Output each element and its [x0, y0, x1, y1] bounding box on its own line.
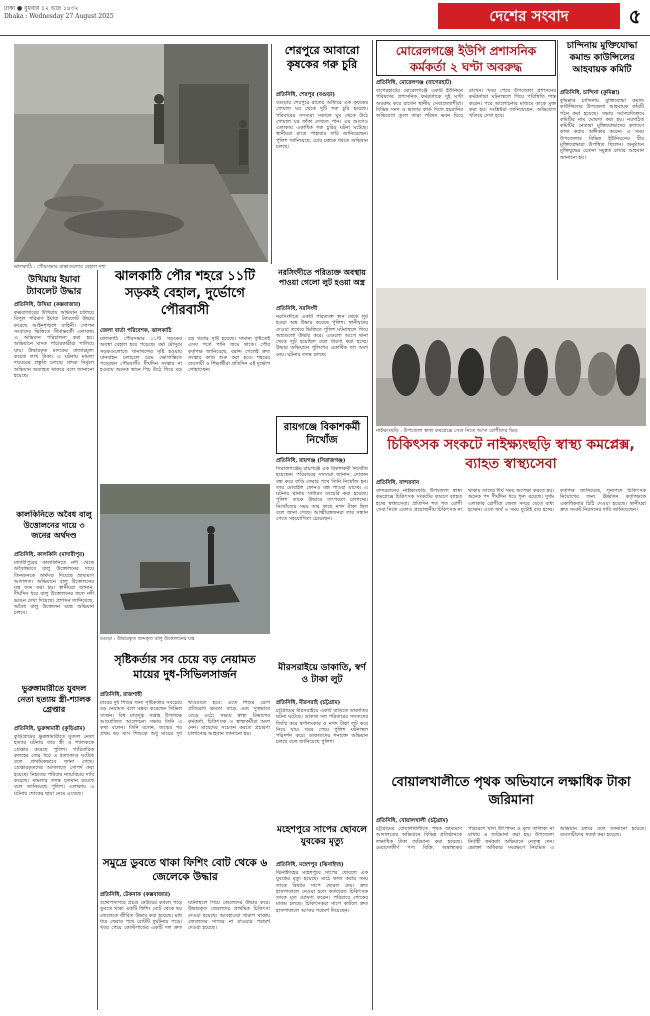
bhurungamari-headline: ভুরুঙ্গামারীতে যুবদল নেতা হত্যায় স্ত্রী-শ্যালক গ্রেপ্তার — [17, 684, 91, 714]
clinic-photo-caption: নাইক্ষ্যংছড়ি : উপজেলা স্বাস্থ্য কমপ্লেক্সে সেবা নিতে আসা রোগীদের ভিড় — [376, 428, 518, 434]
fishing-body: বঙ্গোপসাগরে প্রচণ্ড ঢেউয়ের কবলে পড়ে ডুবতে থাকা একটি ফিশিং বোট থেকে ছয় জেলেকে জীবিত উদ্ধার করা হয়েছে। মাছ ধরে ফেরার পথে বোটটি দুর্ঘটনায় পড়ে। খবর পেয়ে কোস্টগার্ডের একটি দল দ্রুত ঘটনাস্থলে গিয়ে জেলেদের উদ্ধার করে। উদ্ধারকৃত জেলেদের প্রাথমিক চিকিৎসা দেওয়া হয়েছে। আবহাওয়া খারাপ থাকায় জেলেদের সাগরে না যাওয়ার পরামর্শ দেওয়া হয়েছে। — [100, 900, 270, 932]
boalkhali-body: চট্টগ্রামের বোয়ালখালীতে পৃথক ভ্রাম্যমাণ আদালতের অভিযানে বিভিন্ন প্রতিষ্ঠানকে লক্ষাধিক টাকা জরিমানা করা হয়েছে। মেয়াদোত্তীর্ণ পণ্য বিক্রি, অস্বাস্থ্যকর পরিবেশে খাদ্য উৎপাদন ও মূল্য তালিকা না রাখায় এ জরিমানা করা হয়। উপজেলা নির্বাহী কর্মকর্তা অভিযানে নেতৃত্ব দেন। ভোক্তা অধিকার সংরক্ষণে নিয়মিত এ অভিযান চলবে বলে জানানো হয়েছে। ব্যবসায়ীদের সতর্ক করা হয়েছে। — [376, 826, 646, 851]
mirsarai-byline: প্রতিনিধি, মীরসরাই (চট্টগ্রাম) — [276, 700, 341, 706]
page-number: ৫ — [628, 4, 642, 28]
kathi-body: ঝালকাঠি পৌরসভার ১১টি সড়কের অবস্থা বেহাল হয়ে পড়েছে। বর্ষা মৌসুমে সড়কগুলোতে খানাখন্দের সৃষ্টি হওয়ায় যানবাহন চলাচলে চরম ভোগান্তিতে পড়েছেন পৌরবাসী। দীর্ঘদিন সংস্কার না হওয়ায় অনেক স্থানে পিচ উঠে গিয়ে বড় বড় গর্তের সৃষ্টি হয়েছে। সামান্য বৃষ্টিতেই এসব গর্তে পানি জমে থাকে। পৌর কর্তৃপক্ষ জানিয়েছে, বরাদ্দ পেলেই দ্রুত সংস্কার কাজ শুরু করা হবে। শহরের ব্যবসায়ী ও শিক্ষার্থীরা প্রতিদিন এই দুর্ভোগ পোহাচ্ছেন। — [100, 336, 270, 374]
clinic-byline: প্রতিনিধি, বান্দরবান — [376, 480, 420, 486]
rayganj-body: সিরাজগঞ্জের রায়গঞ্জে এক বিকাশকর্মী নিখোঁজ হয়েছেন। পরিবারের সদস্যরা জানান, দোকান বন্ধ করে বাড়ি ফেরার পথে তিনি নিখোঁজ হন। তার মোবাইল ফোনও বন্ধ পাওয়া যাচ্ছে। এ ঘটনায় থানায় সাধারণ ডায়েরি করা হয়েছে। পুলিশ তাকে উদ্ধারে তৎপরতা চালাচ্ছে। নিখোঁজের সময় তার কাছে নগদ টাকা ছিল বলে জানা গেছে। আত্মীয়স্বজনরা তার সন্ধান পেতে সহযোগিতা চেয়েছেন। — [276, 466, 368, 523]
kathi-headline: ঝালকাঠি পৌর শহরে ১১টি সড়কই বেহাল, দুর্ভোগে পৌরবাসী — [115, 269, 255, 318]
kathi-byline: জেলা বার্তা পরিবেশক, ঝালকাঠি — [100, 328, 172, 334]
fishing-byline: প্রতিনিধি, টেকনাফ (কক্সবাজার) — [100, 892, 171, 898]
kalkini-body: মাদারীপুরের কালকিনিতে নদী থেকে অবৈধভাবে বালু উত্তোলনের দায়ে তিনজনকে অর্থদণ্ড দিয়েছে ভ্রাম্যমাণ আদালত। অভিযানে বালু উত্তোলনের যন্ত্র জব্দ করা হয়। স্থানীয়রা জানান, দীর্ঘদিন ধরে বালু উত্তোলনের ফলে নদী ভাঙন দেখা দিয়েছে। প্রশাসন জানিয়েছে, অবৈধ বালু উত্তোলন বন্ধে অভিযান চলবে। — [14, 560, 94, 617]
mohespur-headline: মহেশপুরে সাপের ছোবলে যুবকের মৃত্যু — [277, 825, 367, 847]
chandina-headline: চান্দিনায় মুক্তিযোদ্ধা কমান্ড কাউন্সিলের আহবায়ক কমিটি — [566, 41, 638, 75]
column-divider — [271, 44, 272, 264]
morrelganj-body: বাগেরহাটের মোরেলগঞ্জে একটি ইউনিয়ন পরিষদের প্রশাসনিক কর্মকর্তাকে দুই ঘণ্টা অবরুদ্ধ করে রাখেন স্থানীয় সেবাপ্রত্যাশীরা। বিভিন্ন সনদ ও ভাতার কার্ড দিতে হয়রানির অভিযোগ তুলে তারা পরিষদ ভবন ঘিরে রাখেন। খবর পেয়ে উপজেলা প্রশাসনের কর্মকর্তারা ঘটনাস্থলে গিয়ে পরিস্থিতি শান্ত করেন। পরে আলোচনার মাধ্যমে তাকে মুক্ত করা হয়। সংশ্লিষ্টরা জানিয়েছেন, অভিযোগ খতিয়ে দেখা হবে। — [376, 88, 556, 120]
mohespur-body: ঝিনাইদহের মহেশপুরে সাপের ছোবলে এক যুবকের মৃত্যু হয়েছে। মাঠে কাজ করার সময় তাকে বিষধর সাপে ছোবল দেয়। দ্রুত হাসপাতালে নেওয়া হলে কর্তব্যরত চিকিৎসক তাকে মৃত ঘোষণা করেন। পরিবারে শোকের মাতম চলছে। চিকিৎসকরা সাপে কাটলে দ্রুত হাসপাতালে আসার পরামর্শ দিয়েছেন। — [276, 870, 368, 914]
mirsarai-body: চট্টগ্রামের মীরসরাইয়ে একটি বাড়িতে ডাকাতির ঘটনা ঘটেছে। ডাকাত দল পরিবারের সদস্যদের জিম্মি করে স্বর্ণালংকার ও নগদ টাকা লুট করে নিয়ে যায়। খবর পেয়ে পুলিশ ঘটনাস্থল পরিদর্শন করে। ডাকাতদের শনাক্তে অভিযান চলছে বলে জানিয়েছে পুলিশ। — [276, 708, 368, 746]
column-divider — [557, 40, 558, 280]
river-photo-caption: বগুড়া : উদ্ধারকৃত জব্দকৃত বালু উত্তোলনের যন্ত্র — [100, 636, 195, 642]
ukhiya-body: কক্সবাজারের উখিয়ায় অভিযান চালিয়ে বিপুল পরিমাণ ইয়াবা ট্যাবলেট উদ্ধার করেছে আইনশৃঙ্খলা বাহিনী। গোপন সংবাদের ভিত্তিতে সীমান্তবর্তী এলাকায় এ অভিযান পরিচালনা করা হয়। অভিযানে মাদক পাচারকারীরা পালিয়ে যায়। উদ্ধারকৃত মাদকের বাজারমূল্য কয়েক লাখ টাকা। এ ঘটনায় মামলা দায়েরের প্রস্তুতি চলছে। মাদক নির্মূলে অভিযান অব্যাহত থাকবে বলে জানানো হয়েছে। — [14, 310, 94, 379]
milk-body: মায়ের দুধ শিশুর জন্য সৃষ্টিকর্তার সবচেয়ে বড় নেয়ামত বলে মন্তব্য করেছেন সিভিল সার্জন। বিশ্ব মাতৃদুগ্ধ সপ্তাহ উপলক্ষে আয়োজিত আলোচনা সভায় তিনি এ কথা বলেন। তিনি বলেন, জন্মের পর প্রথম ছয় মাস শিশুকে শুধু মায়ের দুধ খাওয়াতে হবে। এতে শিশুর রোগ প্রতিরোধ ক্ষমতা বাড়ে এবং সুস্থভাবে বেড়ে ওঠে। সভায় স্বাস্থ্য বিভাগের কর্মকর্তা, চিকিৎসক ও স্বাস্থ্যকর্মীরা অংশ নেন। মায়েদের সচেতন করতে প্রচারণা চালানোর আহবান জানানো হয়। — [100, 700, 270, 738]
column-divider — [97, 270, 98, 1010]
masthead — [0, 0, 650, 36]
rayganj-headline: রায়গঞ্জে বিকাশকর্মী নিখোঁজ — [276, 416, 368, 454]
bhurungamari-byline: প্রতিনিধি, ভুরুঙ্গামারী (কুড়িগ্রাম) — [14, 726, 86, 732]
river-photo-illustration — [100, 484, 270, 634]
mohespur-byline: প্রতিনিধি, মহেশপুর (ঝিনাইদহ) — [276, 862, 344, 868]
street-photo-illustration — [14, 44, 268, 262]
sherpur-body: বগুড়ার শেরপুরে রাতের আঁধারে এক কৃষকের গোয়াল ঘর থেকে দুটি গরু চুরি হয়েছে। পরিবারের সদস্যরা সকালে ঘুম থেকে উঠে গোয়াল ঘর ফাঁকা দেখতে পান। এর আগেও এলাকায় একাধিক গরু চুরির ঘটনা ঘটেছে। স্থানীয়রা রাতে পাহারার দাবি জানিয়েছেন। পুলিশ জানিয়েছে, চোর চক্রকে ধরতে অভিযান চলছে। — [276, 100, 368, 151]
street-photo — [14, 44, 268, 262]
ukhiya-headline: উখিয়ায় ইয়াবা ট্যাবলেট উদ্ধার — [26, 275, 82, 297]
mirsarai-headline: মীরসরাইয়ে ডাকাতি, স্বর্ণ ও টাকা লুট — [278, 663, 366, 685]
fishing-headline: সমুদ্রে ডুবতে থাকা ফিশিং বোট থেকে ৬ জেলেকে উদ্ধার — [102, 857, 268, 883]
issue-date-en: Dhaka : Wednesday 27 August 2025 — [4, 13, 114, 20]
kalkini-headline: কালকিনিতে অবৈধ বালু উত্তোলনের দায়ে ৩ জনের অর্থদণ্ড — [16, 510, 92, 540]
milk-headline: সৃষ্টিকর্তার সব চেয়ে বড় নেয়ামত মায়ের দুধ-সিভিলসার্জন — [114, 653, 256, 681]
chandina-byline: প্রতিনিধি, চান্দিনা (কুমিল্লা) — [560, 90, 620, 96]
clinic-headline: চিকিৎসক সংকটে নাইক্ষ্যংছড়ি স্বাস্থ্য কমপ্লেক্স, ব্যাহত স্বাস্থ্যসেবা — [387, 437, 635, 472]
issue-date-bn: ঢাকা ● বুধবার ১২ ভাদ্র ১৪৩২ — [4, 5, 79, 12]
sherpur-headline: শেরপুরে আবারো কৃষকের গরু চুরি — [284, 44, 360, 71]
river-photo — [100, 484, 270, 634]
clinic-photo-illustration — [376, 288, 646, 426]
sherpur-byline: প্রতিনিধি, শেরপুর (বগুড়া) — [276, 92, 335, 98]
chandina-body: কুমিল্লার চান্দিনায় মুক্তিযোদ্ধা কমান্ড কাউন্সিলের উপজেলা আহবায়ক কমিটি গঠন করা হয়েছে। সভায় সর্বসম্মতিক্রমে কমিটির নাম ঘোষণা করা হয়। নবগঠিত কমিটির নেতারা মুক্তিযোদ্ধাদের কল্যাণে কাজ করার অঙ্গীকার করেন। এ সময় উপজেলার বিভিন্ন ইউনিয়নের বীর মুক্তিযোদ্ধারা উপস্থিত ছিলেন। অনুষ্ঠানে মুক্তিযুদ্ধের চেতনা সমুন্নত রাখার আহবান জানানো হয়। — [560, 98, 644, 161]
boalkhali-byline: প্রতিনিধি, বোয়ালখালী (চট্টগ্রাম) — [376, 818, 449, 824]
clinic-photo — [376, 288, 646, 426]
kalkini-byline: প্রতিনিধি, কালকিনি (মাদারীপুর) — [14, 552, 85, 558]
section-brand: দেশের সংবাদ — [438, 3, 620, 29]
narsingdi-body: নরসিংদীতে একটি পরিত্যক্ত স্থান থেকে লুট হওয়া অস্ত্র উদ্ধার করেছে পুলিশ। স্থানীয়দের দেওয়া তথ্যের ভিত্তিতে পুলিশ ঘটনাস্থলে গিয়ে অস্ত্রগুলো উদ্ধার করে। এগুলো আগে থানা থেকে লুট হয়েছিল বলে ধারণা করা হচ্ছে। উদ্ধার অভিযানে পুলিশের একাধিক দল অংশ নেয়। ঘটনার তদন্ত চলছে। — [276, 314, 368, 358]
narsingdi-byline: প্রতিনিধি, নরসিংদী — [276, 306, 318, 312]
bhurungamari-body: কুড়িগ্রামের ভুরুঙ্গামারীতে যুবদল নেতা হত্যার ঘটনায় তার স্ত্রী ও শ্যালককে গ্রেপ্তার করেছে পুলিশ। পারিবারিক কলহের জের ধরে এ হত্যাকাণ্ড ঘটেছে বলে প্রাথমিকভাবে জানা গেছে। গ্রেপ্তারকৃতদের আদালতে সোপর্দ করা হয়েছে। নিহতের পরিবার ন্যায়বিচার দাবি করেছে। মামলার তদন্ত চলমান রয়েছে বলে জানিয়েছে পুলিশ। এলাকায় এ ঘটনায় শোকের ছায়া নেমে এসেছে। — [14, 734, 94, 797]
column-divider — [372, 40, 373, 1010]
boalkhali-headline: বোয়ালখালীতে পৃথক অভিযানে লক্ষাধিক টাকা জরিমানা — [391, 775, 631, 808]
clinic-body: বান্দরবানের নাইক্ষ্যংছড়ি উপজেলা স্বাস্থ্য কমপ্লেক্সে চিকিৎসক সংকটের কারণে ব্যাহত হচ্ছে স্বাস্থ্যসেবা। প্রতিদিন শত শত রোগী সেবা নিতে এলেও প্রয়োজনীয় চিকিৎসক না থাকায় তাদের দীর্ঘ সময় অপেক্ষা করতে হয়। অনেক পদ দীর্ঘদিন ধরে শূন্য রয়েছে। দুর্গম এলাকার রোগীরা জেলা সদরে যেতে বাধ্য হচ্ছেন। এতে অর্থ ও সময় দুটোই ব্যয় হচ্ছে। কর্তৃপক্ষ জানিয়েছে, শূন্যপদে চিকিৎসক নিয়োগের জন্য ঊর্ধ্বতন কর্তৃপক্ষকে একাধিকবার চিঠি দেওয়া হয়েছে। স্থানীয়রা দ্রুত সংকট নিরসনের দাবি জানিয়েছেন। — [376, 488, 646, 513]
street-photo-caption: ঝালকাঠি : পৌরসভার রাস্তাগুলোর বেহাল দশা — [14, 264, 106, 270]
rayganj-byline: প্রতিনিধি, রায়গঞ্জ (সিরাজগঞ্জ) — [276, 458, 346, 464]
morrelganj-headline: মোরেলগঞ্জে ইউপি প্রশাসনিক কর্মকর্তা ২ ঘণ্টা অবরুদ্ধ — [376, 40, 556, 76]
milk-byline: প্রতিনিধি, রাজশাহী — [100, 692, 143, 698]
narsingdi-headline: নরসিংদীতে পরিত্যক্ত অবস্থায় পাওয়া গেলো লুট হওয়া অস্ত্র — [278, 268, 366, 287]
morrelganj-byline: প্রতিনিধি, মোরেলগঞ্জ (বাগেরহাট) — [376, 80, 452, 86]
ukhiya-byline: প্রতিনিধি, উখিয়া (কক্সবাজার) — [14, 302, 81, 308]
